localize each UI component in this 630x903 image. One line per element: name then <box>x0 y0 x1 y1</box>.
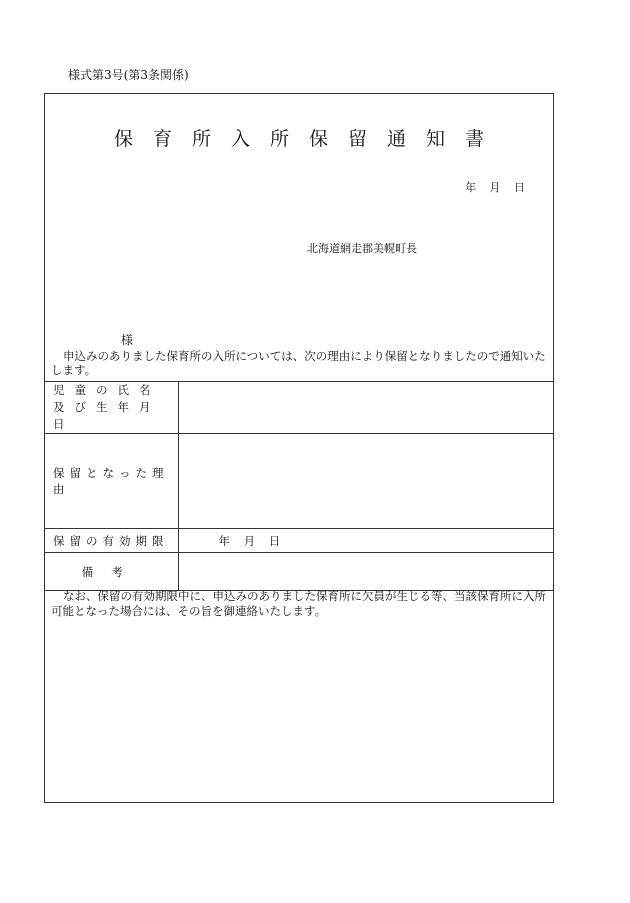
child-name-label-line1: 児童の氏名 <box>53 383 161 397</box>
table-row-expiry <box>45 529 553 553</box>
note-text: なお、保留の有効期限中に、申込みのありました保育所に欠員が生じる等、当該保育所に入所可能となった場合には、その旨を御連絡いたします。 <box>51 589 546 618</box>
issue-date: 年 月 日 <box>465 181 525 194</box>
child-name-label <box>45 382 178 434</box>
table-row-reason <box>45 434 553 529</box>
issuer-name: 北海道網走郡美幌町長 <box>307 242 417 255</box>
form-number: 様式第3号(第3条関係) <box>68 68 189 82</box>
child-name-value <box>178 382 553 434</box>
child-name-label-line2: 及び生年月日 <box>53 400 161 431</box>
details-table <box>45 381 553 591</box>
addressee-suffix: 様 <box>121 333 134 347</box>
remarks-value <box>178 553 553 591</box>
table-row-remarks <box>45 553 553 591</box>
intro-text: 申込みのありました保育所の入所については、次の理由により保留となりましたので通知いたします。 <box>51 349 546 377</box>
expiry-value: 年 月 日 <box>178 529 553 553</box>
notice-frame <box>44 93 554 803</box>
reason-value <box>178 434 553 529</box>
page-title: 保育所入所保留通知書 <box>113 128 504 150</box>
expiry-label: 保留の有効期限 <box>45 529 178 553</box>
reason-label: 保留となった理由 <box>45 434 178 529</box>
remarks-label: 備考 <box>45 553 178 591</box>
table-row-child <box>45 382 553 434</box>
